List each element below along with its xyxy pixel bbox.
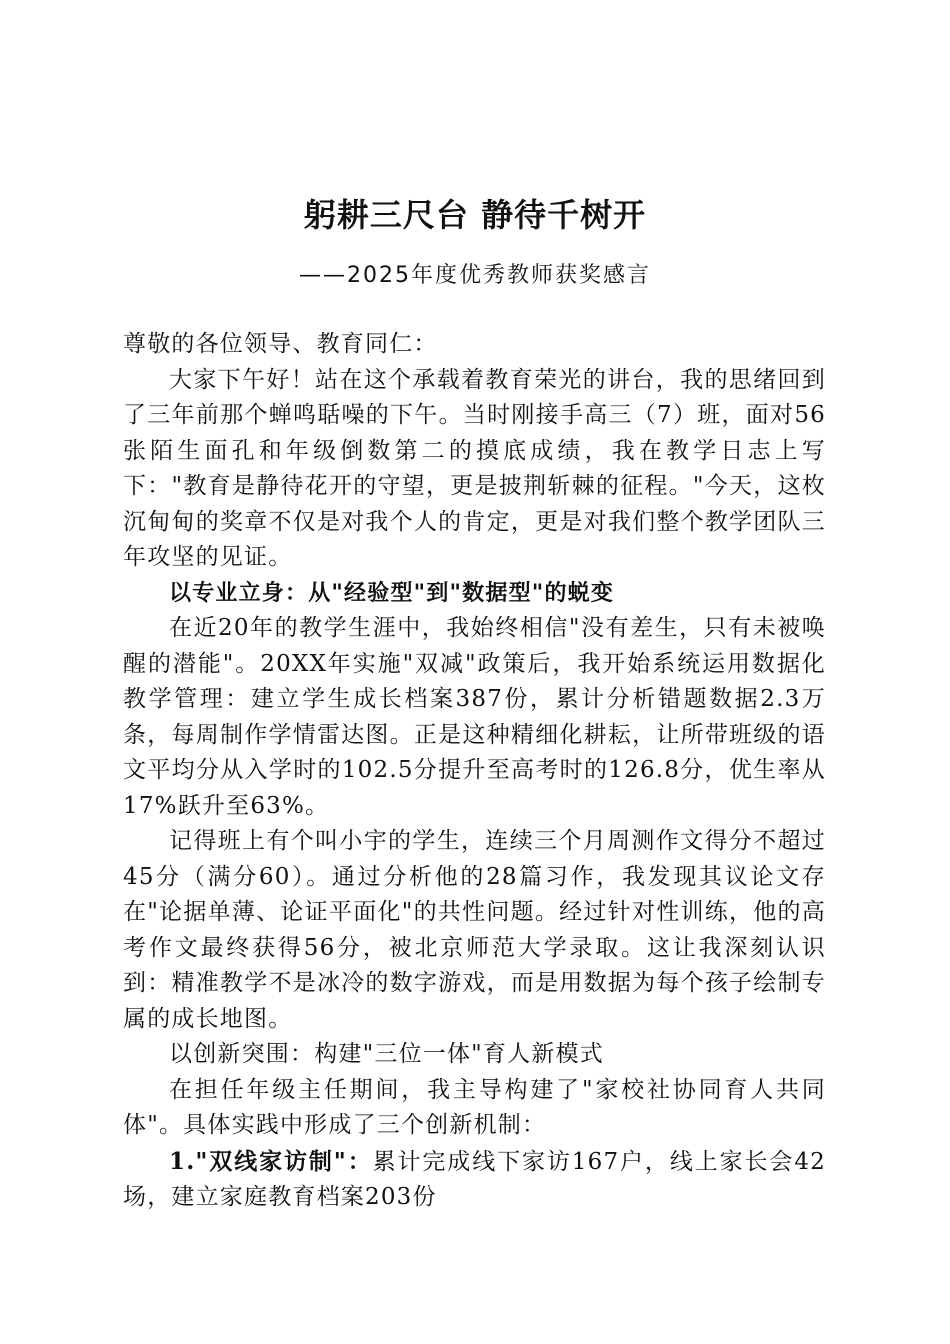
paragraph-opening: 大家下午好！站在这个承载着教育荣光的讲台，我的思绪回到了三年前那个蝉鸣聒噪的下午。当时刚接手高三（7）班，面对56张陌生面孔和年级倒数第二的摸底成绩，我在教学日志上写下："教育是静待花开的守望，更是披荆斩棘的征程。"今天，这枚沉甸甸的奖章不仅是对我个人的肯定，更是对我们整个教学团队三年攻坚的见证。 (123, 366, 826, 570)
list-item-text: 累计完成线下家访167户，线上家长会42场，建立家庭教育档案203份 (123, 1148, 826, 1210)
paragraph-innovation: 在担任年级主任期间，我主导构建了"家校社协同育人共同体"。具体实践中形成了三个创新机制： (123, 1076, 826, 1138)
list-item-lead: 1."双线家访制"： (169, 1147, 373, 1175)
paragraph-data-teaching: 在近20年的教学生涯中，我始终相信"没有差生，只有未被唤醒的潜能"。20XX年实施"双减"政策后，我开始系统运用数据化教学管理：建立学生成长档案387份，累计分析错题数据2.3万条，每周制作学情雷达图。正是这种精细化耕耘，让所带班级的语文平均分从入学时的102.5分提升至高考时的126.8分，优生率从17%跃升至63%。 (123, 615, 826, 819)
list-item-home-visit (123, 1144, 826, 1216)
document-title: 躬耕三尺台 静待千树开 (303, 196, 647, 234)
paragraph-student-story: 记得班上有个叫小宇的学生，连续三个月周测作文得分不超过45分（满分60）。通过分析他的28篇习作，我发现其议论文存在"论据单薄、论证平面化"的共性问题。经过针对性训练，他的高考作文最终获得56分，被北京师范大学录取。这让我深刻认识到：精准教学不是冰冷的数字游戏，而是用数据为每个孩子绘制专属的成长地图。 (123, 828, 826, 1032)
document-body (123, 327, 826, 1216)
document-subtitle: ——2025年度优秀教师获奖感言 (299, 263, 651, 288)
section-heading-innovation: 以创新突围：构建"三位一体"育人新模式 (169, 1041, 604, 1067)
salutation: 尊敬的各位领导、教育同仁： (123, 331, 438, 357)
section-heading-professional: 以专业立身：从"经验型"到"数据型"的蜕变 (169, 580, 615, 606)
